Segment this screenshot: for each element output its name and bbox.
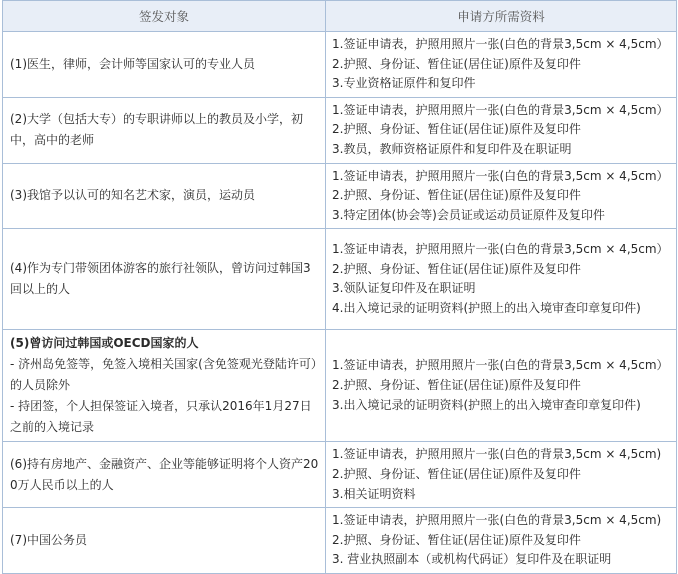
- document-item: 2.护照、身份证、暂住证(居住证)原件及复印件: [332, 378, 581, 393]
- target-cell: [3, 163, 326, 229]
- target-text: (6)持有房地产、金融资产、企业等能够证明将个人资产200万人民币以上的人: [10, 456, 319, 492]
- document-item: 1.签证申请表，护照用照片一张(白色的背景3,5cm × 4,5cm): [332, 513, 662, 528]
- document-item: 1.签证申请表，护照用照片一张(白色的背景3,5cm × 4,5cm）: [332, 102, 669, 117]
- table-row: [3, 163, 677, 229]
- document-item: 3.特定团体(协会等)会员证或运动员证原件及复印件: [332, 207, 605, 222]
- visa-requirements-table: [2, 0, 677, 574]
- document-item: 1.签证申请表，护照用照片一张(白色的背景3,5cm × 4,5cm）: [332, 168, 669, 183]
- target-text: (1)医生，律师，会计师等国家认可的专业人员: [10, 56, 255, 71]
- document-item: 2.护照、身份证、暂住证(居住证)原件及复印件: [332, 466, 581, 481]
- documents-cell: [326, 508, 677, 574]
- target-text: (4)作为专门带领团体游客的旅行社领队，曾访问过韩国3回以上的人: [10, 261, 311, 297]
- documents-cell: [326, 97, 677, 163]
- table-row: [3, 97, 677, 163]
- table-row: [3, 32, 677, 98]
- document-item: 2.护照、身份证、暂住证(居住证)原件及复印件: [332, 532, 581, 547]
- target-text: (7)中国公务员: [10, 533, 87, 548]
- target-text: (2)大学（包括大专）的专职讲师以上的教员及小学，初中，高中的老师: [10, 112, 304, 148]
- document-item: 3.领队证复印件及在职证明: [332, 281, 476, 296]
- documents-cell: [326, 32, 677, 98]
- target-cell: [3, 442, 326, 508]
- document-item: 4.出入境记录的证明资料(护照上的出入境审查印章复印件): [332, 300, 641, 315]
- target-text: (3)我馆予以认可的知名艺术家，演员，运动员: [10, 188, 255, 203]
- documents-cell: [326, 229, 677, 330]
- header-target: 签发对象: [3, 1, 326, 32]
- table-row: [3, 330, 677, 442]
- target-note: - 持团签，个人担保签证入境者，只承认2016年1月27日之前的入境记录: [10, 399, 312, 435]
- target-note: - 济州岛免签等，免签入境相关国家(含免签观光登陆许可）的人员除外: [10, 357, 317, 393]
- table-row: [3, 229, 677, 330]
- document-item: 3. 营业执照副本（或机构代码证）复印件及在职证明: [332, 552, 612, 567]
- target-heading: (5)曾访问过韩国或OECD国家的人: [10, 336, 199, 351]
- documents-cell: [326, 442, 677, 508]
- table-row: [3, 508, 677, 574]
- document-item: 3.教员，教师资格证原件和复印件及在职证明: [332, 141, 572, 156]
- document-item: 2.护照、身份证、暂住证(居住证)原件及复印件: [332, 261, 581, 276]
- target-cell: [3, 97, 326, 163]
- document-item: 2.护照、身份证、暂住证(居住证)原件及复印件: [332, 122, 581, 137]
- document-item: 2.护照、身份证、暂住证(居住证)原件及复印件: [332, 56, 581, 71]
- table-row: [3, 442, 677, 508]
- documents-cell: [326, 330, 677, 442]
- document-item: 2.护照、身份证、暂住证(居住证)原件及复印件: [332, 188, 581, 203]
- documents-cell: [326, 163, 677, 229]
- target-cell: [3, 32, 326, 98]
- document-item: 1.签证申请表，护照用照片一张(白色的背景3,5cm × 4,5cm）: [332, 358, 669, 373]
- document-item: 1.签证申请表，护照用照片一张(白色的背景3,5cm × 4,5cm）: [332, 242, 669, 257]
- target-cell: [3, 330, 326, 442]
- document-item: 3.专业资格证原件和复印件: [332, 76, 476, 91]
- document-item: 3.相关证明资料: [332, 486, 416, 501]
- document-item: 3.出入境记录的证明资料(护照上的出入境审查印章复印件): [332, 397, 641, 412]
- target-cell: [3, 229, 326, 330]
- document-item: 1.签证申请表，护照用照片一张(白色的背景3,5cm × 4,5cm）: [332, 37, 669, 51]
- header-row: [3, 1, 677, 32]
- document-item: 1.签证申请表，护照用照片一张(白色的背景3,5cm × 4,5cm): [332, 447, 662, 462]
- header-documents: 申请方所需资料: [326, 1, 677, 32]
- target-cell: [3, 508, 326, 574]
